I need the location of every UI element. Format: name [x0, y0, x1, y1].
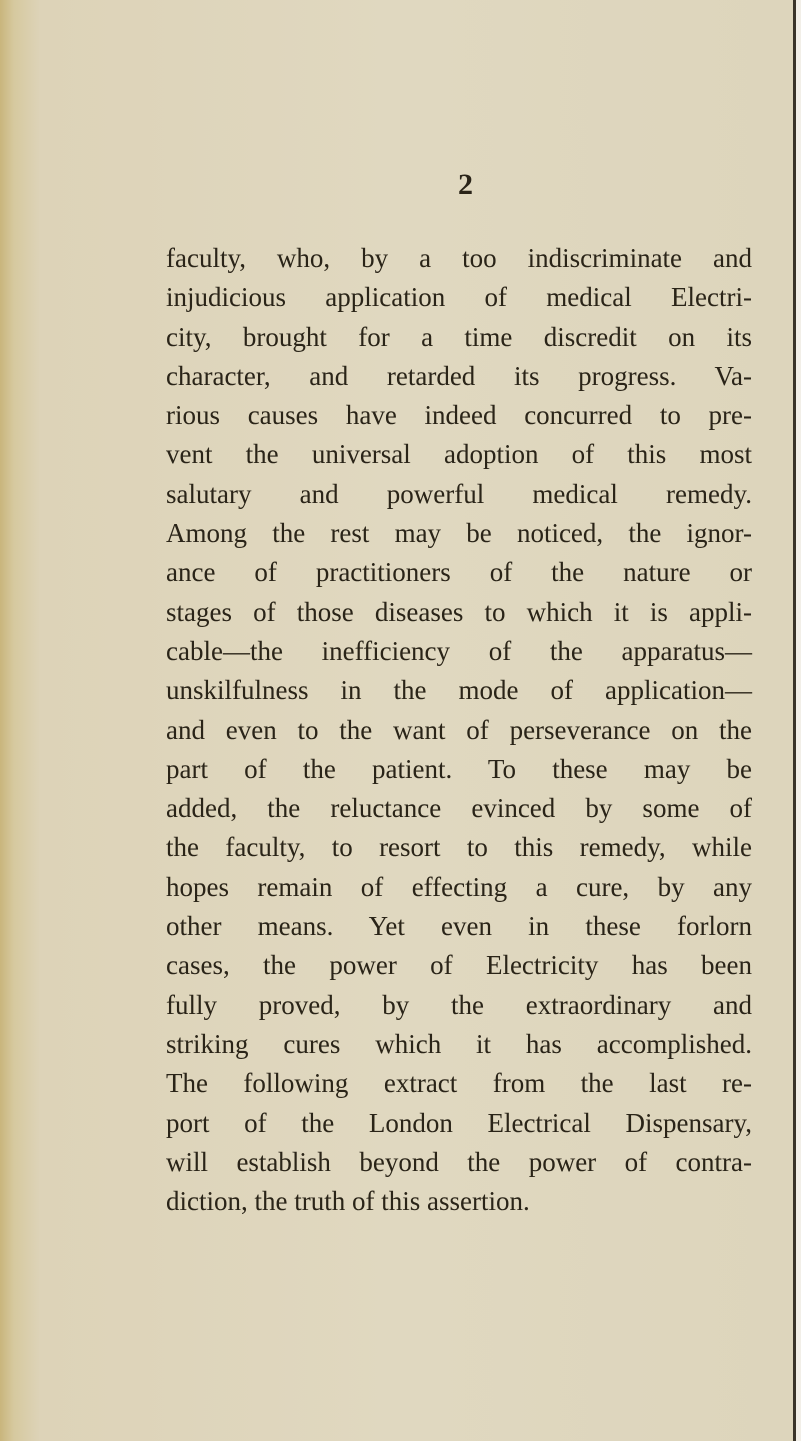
text-line: unskilfulness in the mode of application— — [166, 675, 752, 706]
text-line: part of the patient. To these may be — [166, 753, 752, 784]
text-line: vent the universal adoption of this most — [166, 439, 752, 470]
text-line: other means. Yet even in these forlorn — [166, 911, 752, 942]
body-text — [166, 239, 752, 1221]
text-line: character, and retarded its progress. Va- — [166, 360, 752, 391]
text-line: cases, the power of Electricity has been — [166, 950, 752, 981]
text-line: and even to the want of perseverance on the — [166, 714, 752, 745]
text-line: ance of practitioners of the nature or — [166, 557, 752, 588]
text-line: city, brought for a time discredit on its — [166, 321, 752, 352]
text-line: injudicious application of medical Electri- — [166, 282, 752, 313]
text-line: fully proved, by the extraordinary and — [166, 989, 752, 1020]
text-line: port of the London Electrical Dispensary, — [166, 1107, 752, 1138]
text-line: salutary and powerful medical remedy. — [166, 478, 752, 509]
text-line: the faculty, to resort to this remedy, while — [166, 832, 752, 863]
text-line: striking cures which it has accomplished. — [166, 1028, 752, 1059]
text-line: Among the rest may be noticed, the ignor- — [166, 518, 752, 549]
text-line: diction, the truth of this assertion. — [166, 1186, 530, 1217]
background-margin — [796, 0, 801, 1441]
text-line: cable—the inefficiency of the apparatus— — [166, 635, 752, 666]
page-number: 2 — [458, 168, 473, 201]
text-line: will establish beyond the power of contra- — [166, 1146, 752, 1177]
text-line: faculty, who, by a too indiscriminate and — [166, 243, 752, 273]
text-line: stages of those diseases to which it is appli- — [166, 596, 752, 627]
text-line: added, the reluctance evinced by some of — [166, 793, 752, 824]
text-line: The following extract from the last re- — [166, 1068, 752, 1099]
text-line: hopes remain of effecting a cure, by any — [166, 871, 752, 902]
text-line: rious causes have indeed concurred to pre- — [166, 400, 752, 431]
